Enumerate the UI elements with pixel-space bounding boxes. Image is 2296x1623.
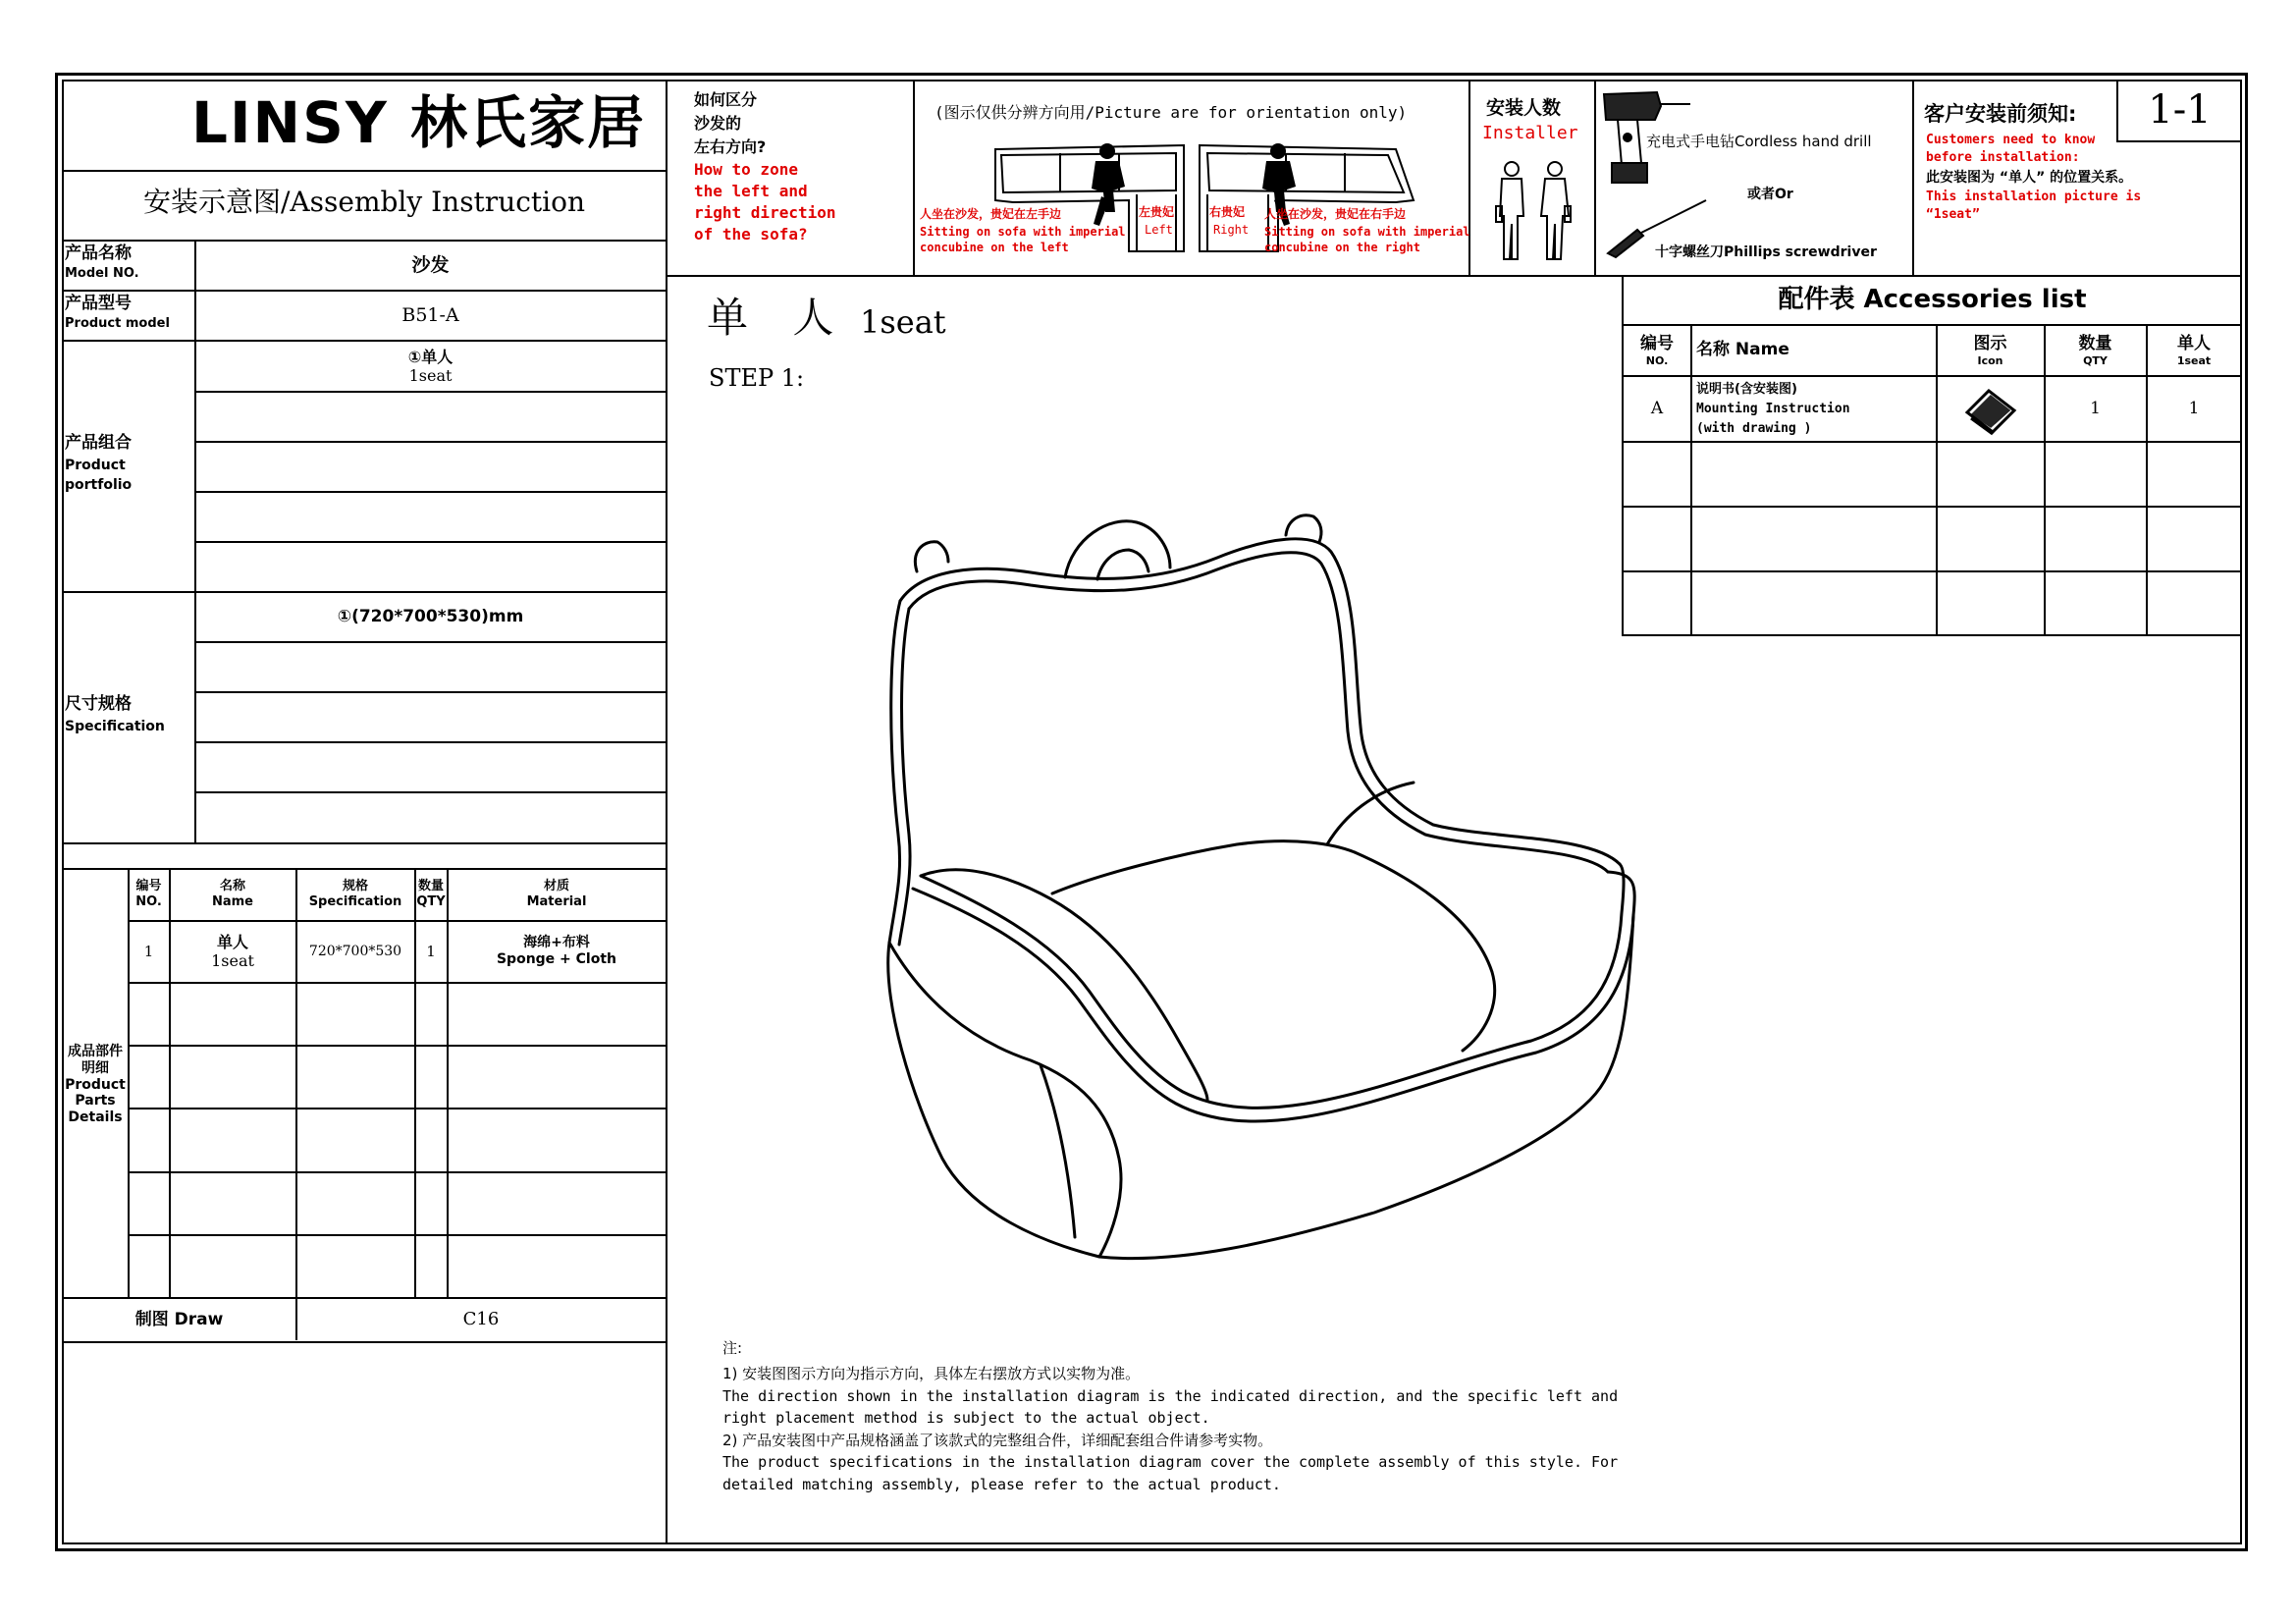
parts-row-name bbox=[170, 922, 295, 981]
accessories-title: 配件表 Accessories list bbox=[1778, 285, 2087, 315]
model-no-label-cn: 产品名称 bbox=[65, 243, 132, 263]
acc-header-name: 名称 Name bbox=[1696, 340, 1789, 359]
booklet-icon bbox=[1963, 387, 2018, 436]
step-label: STEP 1: bbox=[709, 364, 805, 392]
parts-side-label-line: Parts bbox=[75, 1093, 116, 1109]
parts-side-label-line: Product bbox=[65, 1076, 126, 1093]
acc-row-seat: 1 bbox=[2188, 398, 2200, 418]
parts-row-no: 1 bbox=[143, 943, 154, 960]
parts-side-label-line: 明细 bbox=[81, 1059, 109, 1076]
screwdriver-label: 十字螺丝刀Phillips screwdriver bbox=[1655, 244, 1877, 260]
header-divider bbox=[1594, 81, 1596, 275]
parts-row-qty: 1 bbox=[426, 943, 436, 960]
parts-header-no-cn: 编号 bbox=[135, 879, 162, 894]
divider bbox=[129, 1108, 666, 1109]
parts-row-material bbox=[448, 922, 666, 981]
orientation-question-cn-line: 沙发的 bbox=[694, 114, 742, 133]
acc-row-name-line: Mounting Instruction bbox=[1696, 402, 1850, 416]
step-title-cn: 单 人 bbox=[707, 294, 850, 342]
parts-row-spec: 720*700*530 bbox=[308, 943, 402, 959]
product-model-label-cn: 产品型号 bbox=[65, 294, 132, 313]
parts-header-no bbox=[129, 870, 169, 919]
acc-header-qty bbox=[2045, 326, 2146, 375]
parts-header-name-cn: 名称 bbox=[219, 879, 245, 894]
divider bbox=[195, 541, 666, 543]
notes-line: The direction shown in the installation diagram is the indicated direction, and the specific left and bbox=[722, 1386, 1619, 1405]
orientation-question-cn-line: 左右方向? bbox=[694, 137, 767, 156]
notice-line-3: 此安装图为 “单人” 的位置关系。 bbox=[1926, 170, 2133, 186]
right-desc-en2: concubine on the right bbox=[1264, 241, 1420, 254]
parts-header-qty-en: QTY bbox=[416, 894, 446, 909]
orientation-question-cn-line: 如何区分 bbox=[694, 90, 758, 109]
divider bbox=[63, 842, 666, 844]
product-model-value: B51-A bbox=[401, 303, 459, 326]
parts-header-qty-cn: 数量 bbox=[417, 879, 444, 894]
acc-row-qty: 1 bbox=[2090, 398, 2101, 418]
tools-or: 或者Or bbox=[1747, 187, 1793, 202]
right-tag-en: Right bbox=[1213, 223, 1250, 237]
divider bbox=[129, 982, 666, 984]
notice-line-4: This installation picture is bbox=[1926, 189, 2142, 204]
divider bbox=[63, 1341, 666, 1343]
header-divider bbox=[1912, 81, 1914, 275]
parts-side-label bbox=[63, 1031, 128, 1139]
left-desc-en2: concubine on the left bbox=[920, 241, 1069, 254]
parts-row-name-en: 1seat bbox=[211, 951, 254, 970]
parts-header-name bbox=[170, 870, 295, 919]
left-desc-en: Sitting on sofa with imperial bbox=[920, 225, 1126, 239]
acc-header-no bbox=[1624, 326, 1690, 375]
draw-value: C16 bbox=[462, 1309, 500, 1330]
divider bbox=[195, 441, 666, 443]
left-desc-cn: 人坐在沙发，贵妃在左手边 bbox=[920, 207, 1062, 221]
notice-line-1: Customers need to know bbox=[1926, 133, 2096, 147]
notice-line-5: “1seat” bbox=[1926, 207, 1980, 222]
acc-header-icon-en: Icon bbox=[1977, 353, 2003, 367]
model-no-value: 沙发 bbox=[411, 253, 450, 276]
acc-row-name-line: 说明书(含安装图) bbox=[1696, 382, 1797, 397]
portfolio-label-cn: 产品组合 bbox=[65, 433, 132, 453]
divider bbox=[195, 391, 666, 393]
right-tag-cn: 右贵妃 bbox=[1209, 205, 1246, 219]
acc-header-seat-cn: 单人 bbox=[2177, 334, 2211, 354]
acc-header-seat-en: 1seat bbox=[2176, 353, 2212, 367]
header-divider bbox=[1468, 81, 1470, 275]
drill-label: 充电式手电钻Cordless hand drill bbox=[1646, 133, 1872, 150]
divider bbox=[129, 1234, 666, 1236]
parts-side-label-line: Details bbox=[68, 1109, 123, 1126]
draw-label: 制图 Draw bbox=[134, 1309, 224, 1329]
divider bbox=[195, 791, 666, 793]
parts-header-spec-cn: 规格 bbox=[342, 879, 368, 894]
model-no-label-en: Model NO. bbox=[65, 266, 139, 281]
acc-col-divider bbox=[1690, 324, 1692, 636]
notes-line: 1) 安装图图示方向为指示方向，具体左右摆放方式以实物为准。 bbox=[722, 1365, 1141, 1382]
parts-header-name-en: Name bbox=[211, 894, 253, 909]
parts-header-material bbox=[448, 870, 666, 919]
divider bbox=[195, 641, 666, 643]
divider bbox=[129, 1171, 666, 1173]
orientation-question-en-line: the left and bbox=[694, 182, 808, 200]
acc-header-seat bbox=[2147, 326, 2241, 375]
orientation-question-cn bbox=[694, 88, 766, 159]
divider bbox=[195, 691, 666, 693]
orientation-caption: (图示仅供分辨方向用/Picture are for orientation only) bbox=[934, 103, 1408, 122]
acc-header-icon bbox=[1937, 326, 2044, 375]
left-tag-cn: 左贵妃 bbox=[1139, 205, 1175, 219]
header-divider bbox=[913, 81, 915, 275]
spec-label-en: Specification bbox=[65, 719, 165, 734]
divider bbox=[195, 491, 666, 493]
doc-title: 安装示意图/Assembly Instruction bbox=[142, 186, 586, 218]
installer-label-cn: 安装人数 bbox=[1486, 97, 1562, 119]
single-seat-sofa-drawing bbox=[864, 506, 1639, 1276]
parts-header-material-en: Material bbox=[526, 894, 587, 909]
acc-row-name-line: (with drawing ) bbox=[1696, 421, 1812, 436]
portfolio-item-line1: ①单人 bbox=[407, 347, 454, 366]
divider bbox=[63, 170, 666, 172]
notice-line-2: before installation: bbox=[1926, 150, 2080, 165]
divider bbox=[129, 1045, 666, 1047]
brand-logo: LINSY 林氏家居 bbox=[191, 89, 647, 156]
parts-header-no-en: NO. bbox=[135, 894, 162, 909]
orientation-question-en-line: How to zone bbox=[694, 160, 798, 179]
acc-header-qty-en: QTY bbox=[2083, 353, 2108, 367]
divider bbox=[195, 741, 666, 743]
divider bbox=[1623, 506, 2241, 508]
divider bbox=[1623, 570, 2241, 572]
page-number: 1-1 bbox=[2148, 87, 2212, 133]
notes-title: 注: bbox=[722, 1339, 743, 1357]
acc-header-icon-cn: 图示 bbox=[1973, 334, 2007, 354]
portfolio-item-line2: 1seat bbox=[408, 366, 453, 385]
orientation-question-en-line: right direction bbox=[694, 203, 836, 222]
spec-label-cn: 尺寸规格 bbox=[65, 694, 132, 714]
orientation-question-en-line: of the sofa? bbox=[694, 225, 808, 243]
acc-row-no: A bbox=[1650, 398, 1664, 418]
notes-line: The product specifications in the installation diagram cover the complete assembly of this style. For bbox=[722, 1453, 1619, 1472]
acc-row-name bbox=[1696, 380, 1850, 439]
parts-header-spec bbox=[296, 870, 414, 919]
left-tag-en: Left bbox=[1145, 223, 1173, 237]
acc-header-no-cn: 编号 bbox=[1640, 334, 1674, 354]
parts-row-name-cn: 单人 bbox=[216, 932, 248, 951]
portfolio-label-en2: portfolio bbox=[65, 477, 133, 493]
parts-header-material-cn: 材质 bbox=[543, 879, 569, 894]
notes-line: right placement method is subject to the actual object. bbox=[722, 1409, 1210, 1428]
parts-header-spec-en: Specification bbox=[308, 894, 402, 909]
notes-line: 2) 产品安装图中产品规格涵盖了该款式的完整组合件，详细配套组合件请参考实物。 bbox=[722, 1431, 1273, 1449]
spec-item: ①(720*700*530)mm bbox=[337, 606, 524, 626]
notes-body bbox=[722, 1363, 1618, 1496]
installer-label-en: Installer bbox=[1482, 123, 1578, 143]
parts-row-material-cn: 海绵+布料 bbox=[523, 935, 590, 951]
parts-header-qty bbox=[415, 870, 447, 919]
divider bbox=[1623, 441, 2241, 443]
parts-side-label-line: 成品部件 bbox=[68, 1044, 123, 1059]
portfolio-item bbox=[195, 342, 666, 391]
product-model-label-en: Product model bbox=[65, 316, 170, 331]
parts-row-material-en: Sponge + Cloth bbox=[496, 951, 617, 967]
acc-header-qty-cn: 数量 bbox=[2078, 334, 2112, 354]
two-installers-icon bbox=[1490, 157, 1578, 265]
step-title-en: 1seat bbox=[860, 303, 946, 341]
orientation-question-en bbox=[694, 159, 836, 245]
left-column-divider bbox=[666, 81, 667, 1543]
portfolio-label-en: Product bbox=[65, 458, 126, 473]
right-desc-en: Sitting on sofa with imperial bbox=[1264, 225, 1470, 239]
right-desc-cn: 人坐在沙发，贵妃在右手边 bbox=[1264, 207, 1407, 221]
notice-title: 客户安装前须知: bbox=[1924, 102, 2077, 126]
notes-line: detailed matching assembly, please refer to the actual product. bbox=[722, 1475, 1281, 1493]
acc-header-no-en: NO. bbox=[1645, 353, 1669, 367]
